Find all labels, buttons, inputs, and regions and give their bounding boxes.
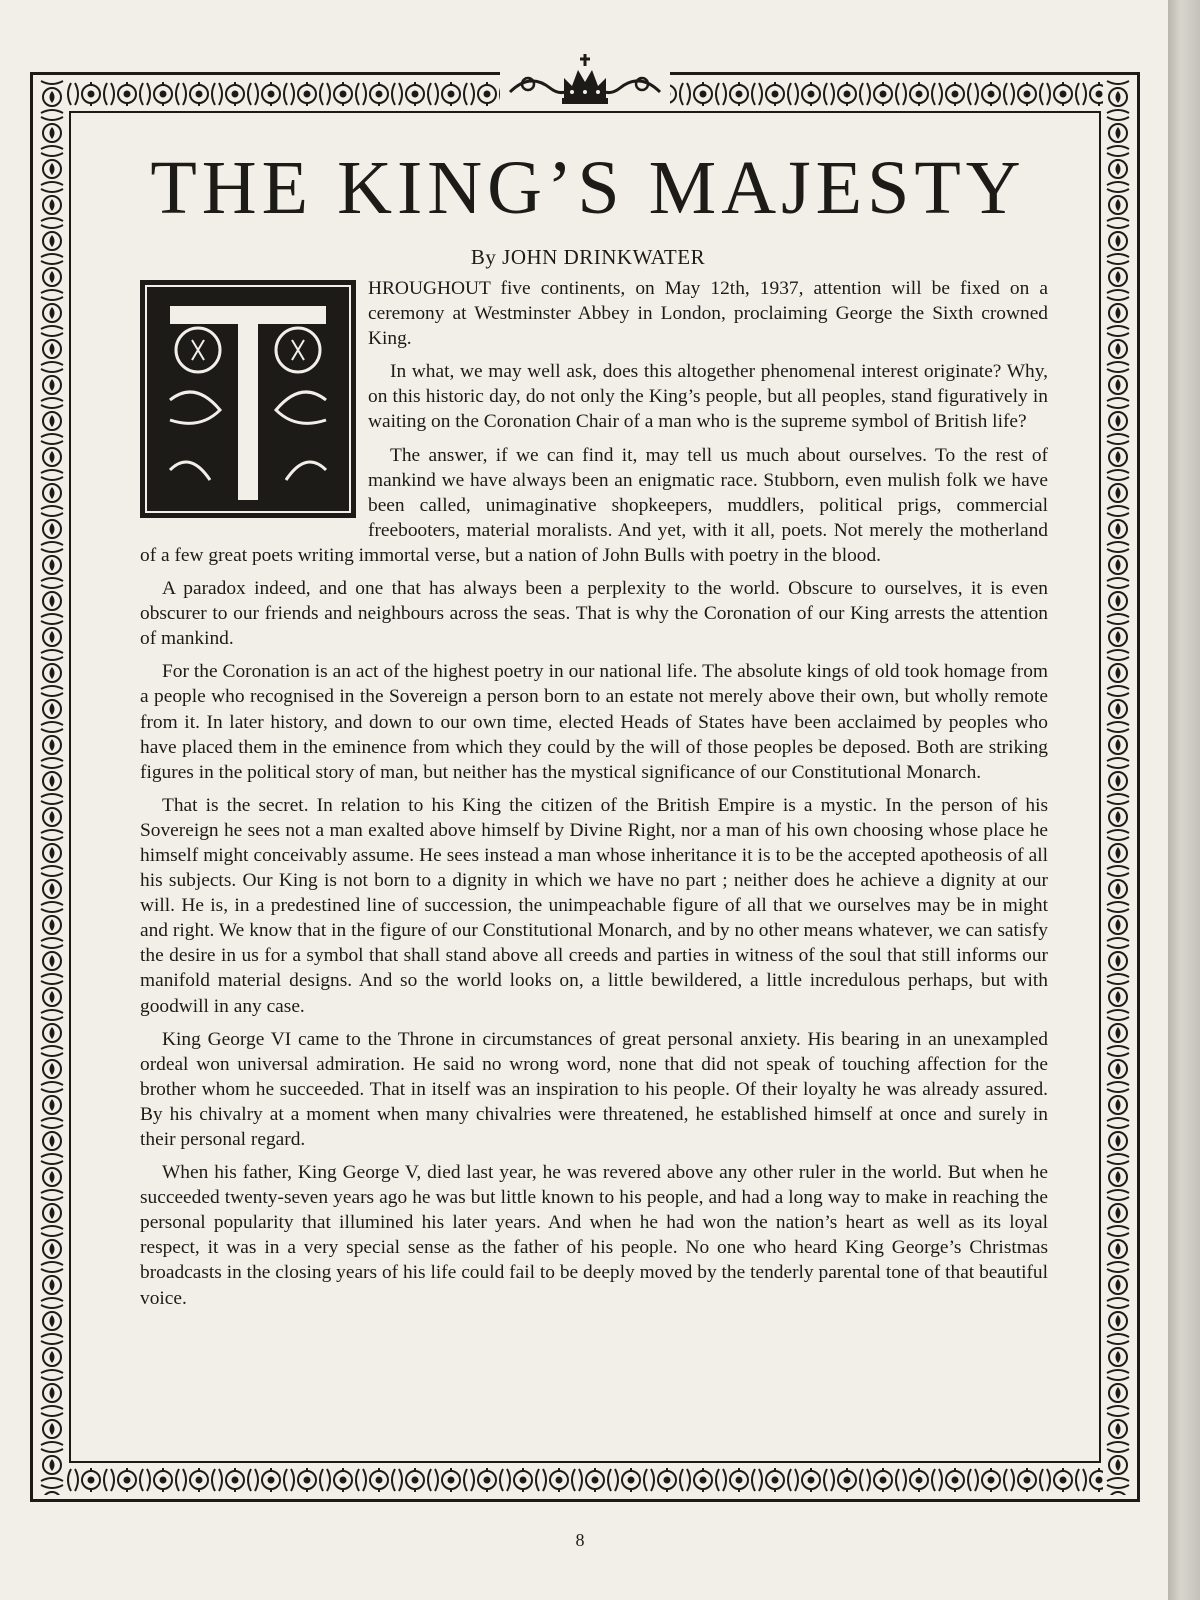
illuminated-drop-cap	[140, 280, 356, 518]
page-number: 8	[575, 1530, 585, 1550]
article-paragraph: The answer, if we can find it, may tell us much about ourselves. To the rest of mankind we have always been an enigmatic race. Stubborn, even mulish folk we have been called, unimaginative shopkeepers, muddlers, political prigs, commercial freebooters, material moralists. And yet, with it all, poets. Not merely the motherland of a few great poets writing immortal verse, but a nation of John Bulls with poetry in the blood.	[140, 444, 1048, 566]
article-paragraph: For the Coronation is an act of the highest poetry in our national life. The absolute kings of old took homage from a people who recognised in the Sovereign a person born to an estate not merely above their own, but wholly remote from it. In later history, and down to our own time, elected Heads of States have been acclaimed by peoples who have placed them in the eminence from which they could by the will of those peoples be deposed. Both are striking figures in the political story of man, but neither has the mystical significance of our Constitutional Monarch.	[140, 661, 1048, 783]
adjacent-page-edge	[1168, 0, 1200, 1600]
crown-ornament	[500, 52, 670, 108]
article-byline: By JOHN DRINKWATER	[470, 245, 706, 269]
article-paragraph: King George VI came to the Throne in circumstances of great personal anxiety. His bearing in an unexampled ordeal won universal admiration. He said no wrong word, none that did not speak of touching affection for the brother whom he succeeded. That in itself was an inspiration to his people. Of their loyalty he was already assured. By his chivalry at a moment when many chivalries were threatened, he established himself at once and surely in their personal regard.	[140, 1028, 1048, 1150]
border-band-bottom	[37, 1465, 1133, 1495]
article-paragraph: A paradox indeed, and one that has always been a perplexity to the world. Obscure to ourselves, it is even obscurer to our friends and neighbours across the seas. That is why the Coronation of our King arrests the attention of mankind.	[140, 578, 1048, 650]
border-band-right	[1103, 79, 1133, 1495]
article-title: THE KING’S MAJESTY	[150, 146, 1026, 230]
article-body	[140, 276, 1048, 1319]
article-paragraph: In what, we may well ask, does this altogether phenomenal interest originate? Why, on this historic day, do not only the King’s people, but all peoples, stand figuratively in waiting on the Coronation Chair of a man who is the supreme symbol of British life?	[368, 361, 1048, 433]
article-paragraph: HROUGHOUT five continents, on May 12th, 1937, attention will be fixed on a ceremony at Westminster Abbey in London, proclaiming George the Sixth crowned King.	[368, 278, 1048, 350]
article-paragraph: When his father, King George V, died last year, he was revered above any other ruler in the world. But when he succeeded twenty-seven years ago he was but little known to his people, and had a long way to make in reaching the personal popularity that illumined his later years. And when he had won the nation’s heart as well as its loyal respect, it was in a very special sense as the father of his people. No one who heard King George’s Christmas broadcasts in the closing years of his life could fail to be deeply moved by the tenderly parental tone of that beautiful voice.	[140, 1162, 1048, 1309]
article-paragraph: That is the secret. In relation to his King the citizen of the British Empire is a mystic. In the person of his Sovereign he sees not a man exalted above himself by Divine Right, nor a man of his own choosing whose place he himself might conceivably assume. He sees instead a man whose inheritance it is to be the accepted apotheosis of all his subjects. Our King is not born to a dignity in which we have no part ; neither does he achieve a dignity at our will. He is, in a predestined line of succession, the unimpeachable figure of all that we ourselves may be in might and right. We know that in the figure of our Constitutional Monarch, and by no other means whatever, we can satisfy the desire in us for a symbol that shall stand above all creeds and parties in witness of the soul that still informs our manifold material designs. And so the world looks on, a little bewildered, a little incredulous perhaps, but with goodwill in any case.	[140, 794, 1048, 1017]
border-band-left	[37, 79, 67, 1495]
